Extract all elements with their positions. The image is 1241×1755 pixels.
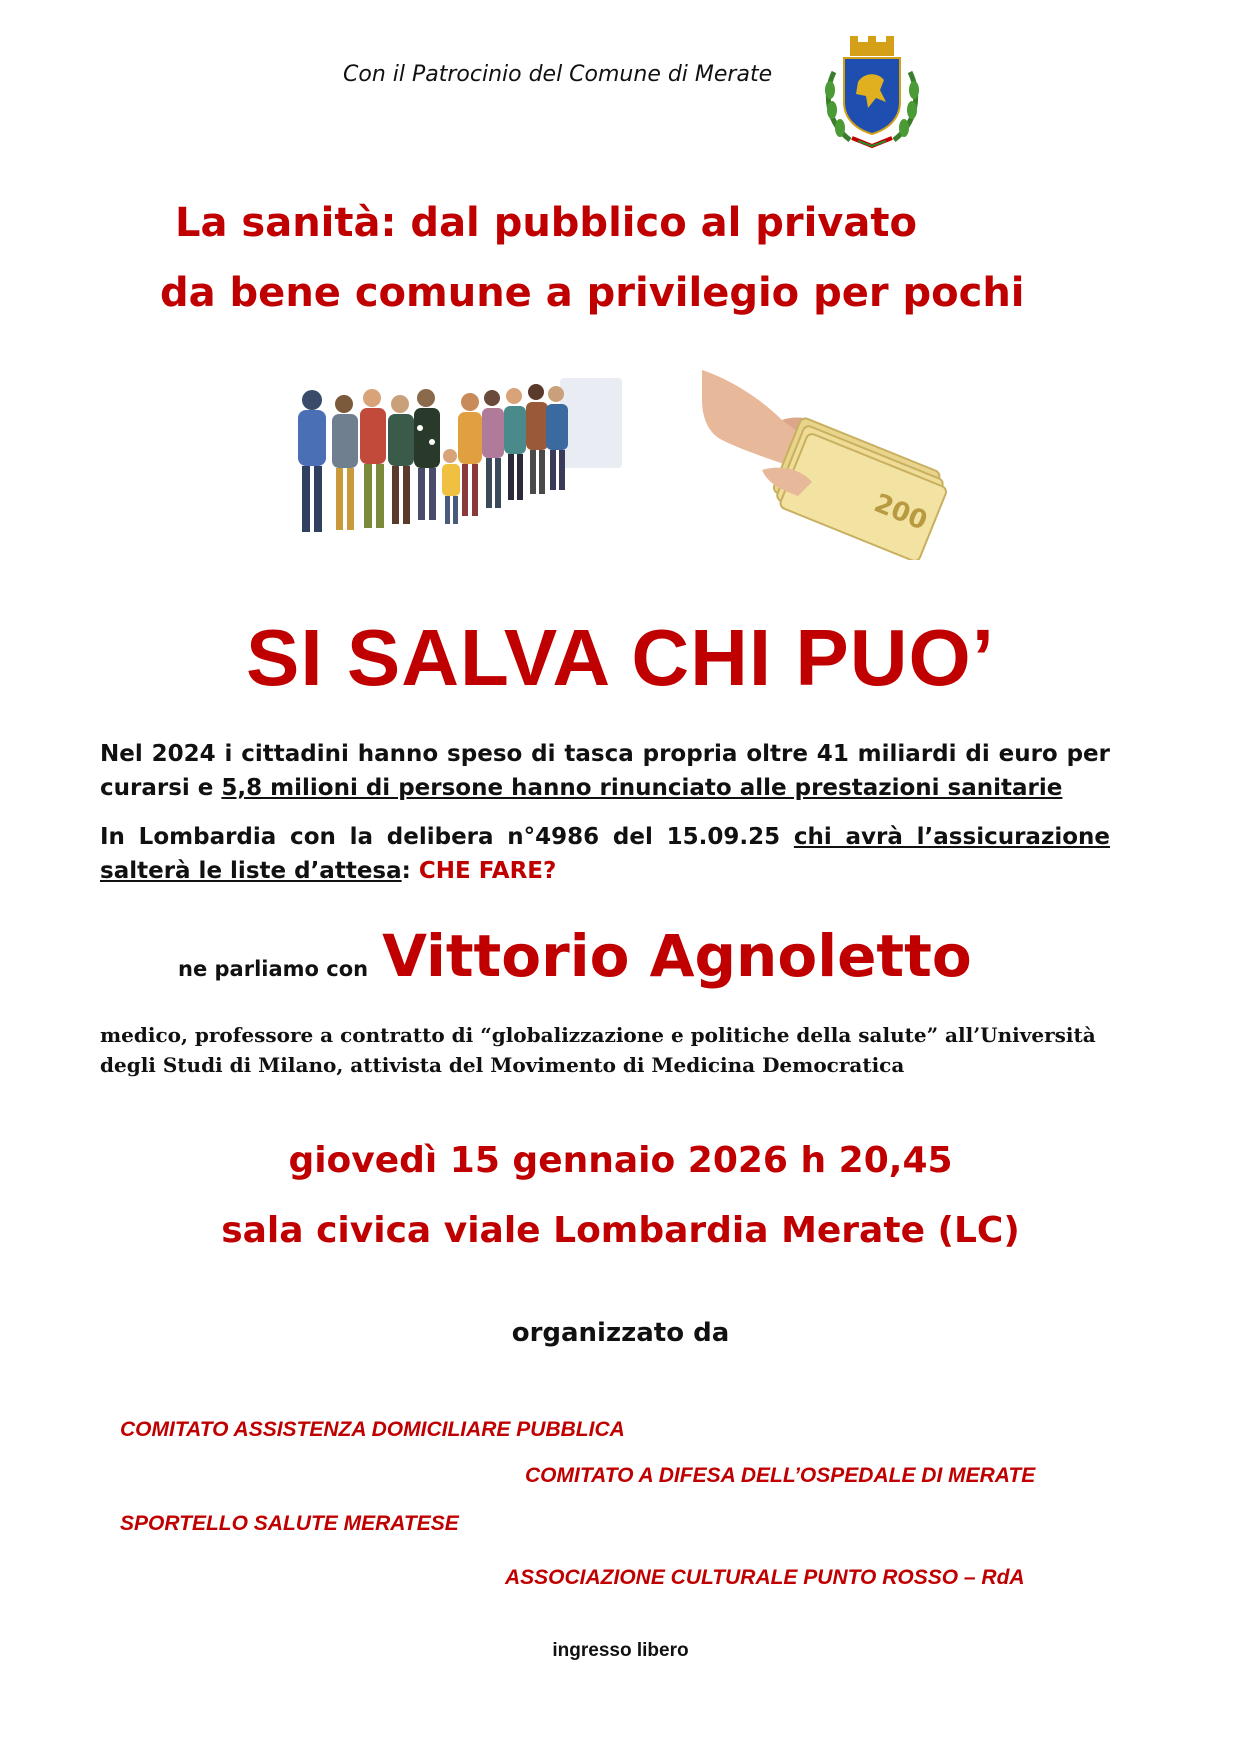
merate-crest-icon [820,32,924,150]
delibera-text: In Lombardia con la delibera n°4986 del 15.09.25 [100,824,794,850]
spending-text: Nel 2024 i cittadini hanno speso di tasca propria oltre 41 miliardi di euro per curarsi e [100,741,1110,801]
insurance-text: chi avrà l’assicurazione salterà le liste d’attesa [100,824,1110,884]
organizer-item: ASSOCIAZIONE CULTURALE PUNTO ROSSO – RdA [505,1566,1025,1589]
entry-note: ingresso libero [552,1640,689,1661]
lombardia-paragraph [100,820,1110,888]
speaker-row [178,922,972,990]
main-headline: SI SALVA CHI PUO’ [246,613,995,702]
speaker-lead: ne parliamo con [178,957,369,981]
patronage-text: Con il Patrocinio del Comune di Merate [343,62,773,87]
waiting-queue-illustration [292,368,632,558]
organizer-item: COMITATO ASSISTENZA DOMICILIARE PUBBLICA [120,1418,625,1441]
organizer-item: COMITATO A DIFESA DELL’OSPEDALE DI MERATE [525,1464,1036,1487]
svg-text:200: 200 [869,488,932,537]
renounced-care-text: 5,8 milioni di persone hanno rinunciato alle prestazioni sanitarie [221,775,1063,801]
colon-text: : [401,858,419,884]
title-line-2: da bene comune a privilegio per pochi [160,270,1025,316]
event-place: sala civica viale Lombardia Merate (LC) [221,1210,1020,1251]
hand-with-banknotes-photo [702,360,952,560]
speaker-bio: medico, professore a contratto di “globalizzazione e politiche della salute” all’Università degli Studi di Milano, attivista del Movimento di Medicina Democratica [100,1023,1096,1077]
organizer-item: SPORTELLO SALUTE MERATESE [120,1512,459,1535]
organizers-label: organizzato da [511,1318,730,1348]
spending-paragraph [100,737,1110,805]
che-fare-text: CHE FARE? [418,858,557,884]
title-line-1: La sanità: dal pubblico al privato [175,200,917,246]
event-date: giovedì 15 gennaio 2026 h 20,45 [288,1140,953,1181]
speaker-name: Vittorio Agnoletto [382,922,972,990]
